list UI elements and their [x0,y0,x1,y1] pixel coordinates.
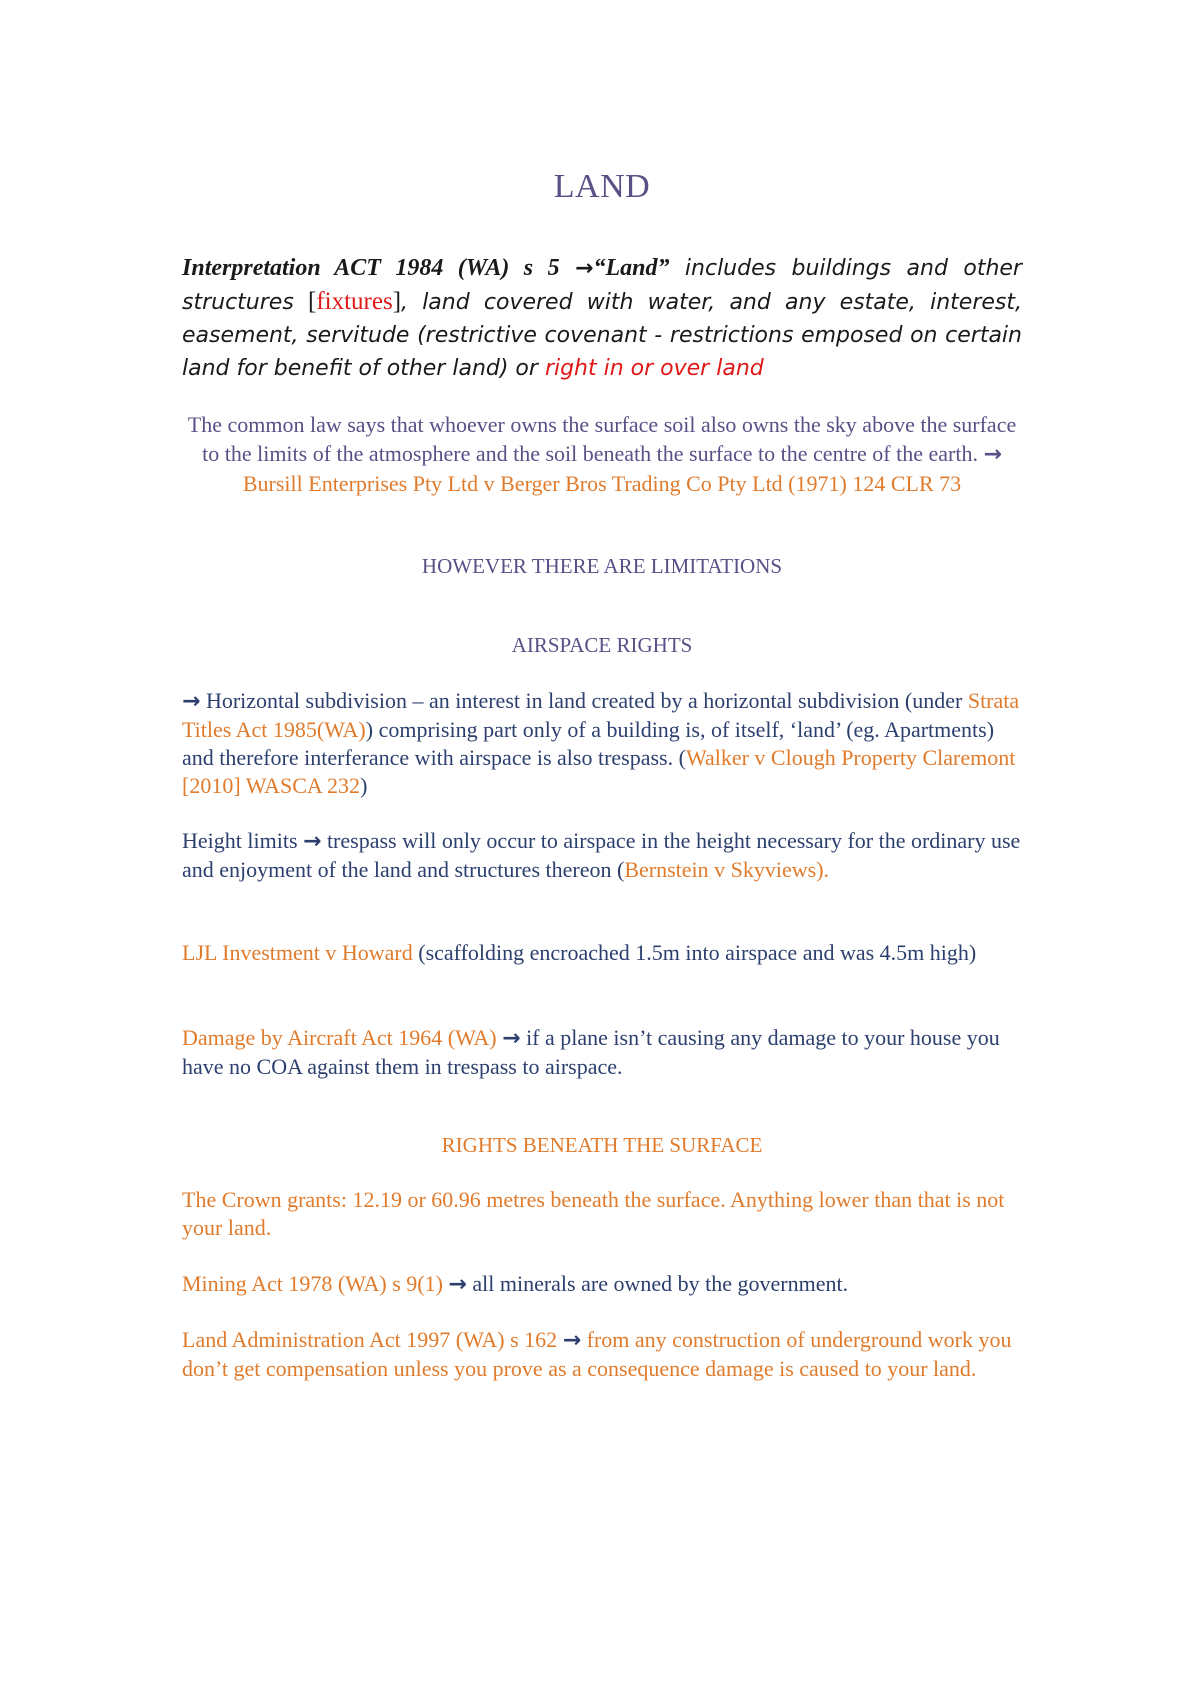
arrow-icon: → [562,1328,582,1353]
case-citation: Walker v Clough Property Claremont [2010] WASCA 232 [182,745,1016,798]
paragraph-text: ) [360,773,368,798]
case-citation: Bernstein v Skyviews). [624,857,830,882]
airspace-heading: AIRSPACE RIGHTS [511,633,693,657]
paragraph-text: Horizontal subdivision – an interest in land created by a horizontal subdivision (under [200,688,968,713]
limitations-heading: HOWEVER THERE ARE LIMITATIONS [421,554,783,578]
common-law-paragraph [182,410,1022,498]
beneath-surface-heading: RIGHTS BENEATH THE SURFACE [441,1133,763,1157]
definition-text: includes buildings and other structures [182,256,1022,315]
paragraph-text: ) comprising part only of a building is, of itself, ‘land’ (eg. Apartments) and therefore interferance with airspace is also trespass. ( [182,717,995,770]
left-bracket: [ [307,288,317,315]
paragraph-text: Height limits [182,828,303,853]
paragraph-text: from any construction of underground work you don’t get compensation unless you prove as a consequence damage is caused to your land. [182,1327,1012,1381]
act-citation: Strata Titles Act 1985(WA) [182,688,1020,742]
ljl-paragraph [182,939,1022,967]
defined-term: “Land” [593,255,670,281]
act-citation: Land Administration Act 1997 (WA) s 162 [182,1327,558,1352]
common-law-text: The common law says that whoever owns the surface soil also owns the sky above the surface to the limits of the atmosphere and the soil beneath the surface to the centre of the earth. [187,412,1017,466]
arrow-icon: → [182,689,201,714]
horizontal-subdivision-paragraph [182,687,1022,800]
crown-grants-paragraph: The Crown grants: 12.19 or 60.96 metres beneath the surface. Anything lower than that is not your land. [182,1187,1005,1240]
act-citation: Interpretation ACT 1984 (WA) s 5 [182,255,560,281]
act-citation: Damage by Aircraft Act 1964 (WA) [182,1025,497,1050]
case-citation: Bursill Enterprises Pty Ltd v Berger Bros Trading Co Pty Ltd (1971) 124 CLR 73 [242,471,962,496]
land-definition [182,252,1022,385]
paragraph-text: if a plane isn’t causing any damage to your house you have no COA against them in trespass to airspace. [182,1025,1000,1079]
arrow-icon: → [575,256,594,281]
height-limits-paragraph [182,827,1022,884]
arrow-icon: → [983,442,1002,467]
land-admin-paragraph [182,1326,1022,1383]
right-in-land-phrase: right in or over land [544,356,764,381]
fixtures-term: fixtures [316,288,393,315]
right-bracket: ] [392,288,402,315]
act-citation: Mining Act 1978 (WA) s 9(1) [182,1271,443,1296]
arrow-icon: → [303,829,322,854]
mining-act-paragraph [182,1270,1022,1299]
paragraph-text: trespass will only occur to airspace in the height necessary for the ordinary use and enjoyment of the land and structures thereon ( [182,828,1021,882]
case-citation: LJL Investment v Howard [182,940,413,965]
aircraft-paragraph [182,1024,1022,1081]
paragraph-text: (scaffolding encroached 1.5m into airspace and was 4.5m high) [412,940,977,965]
arrow-icon: → [502,1026,521,1051]
paragraph-text: all minerals are owned by the government. [466,1271,849,1296]
page-title: LAND [553,168,651,205]
definition-text: , land covered with water, and any estate, interest, easement, servitude (restrictive covenant - restrictions emposed on certain land for benefit of other land) or [182,290,1022,381]
arrow-icon: → [448,1272,467,1297]
